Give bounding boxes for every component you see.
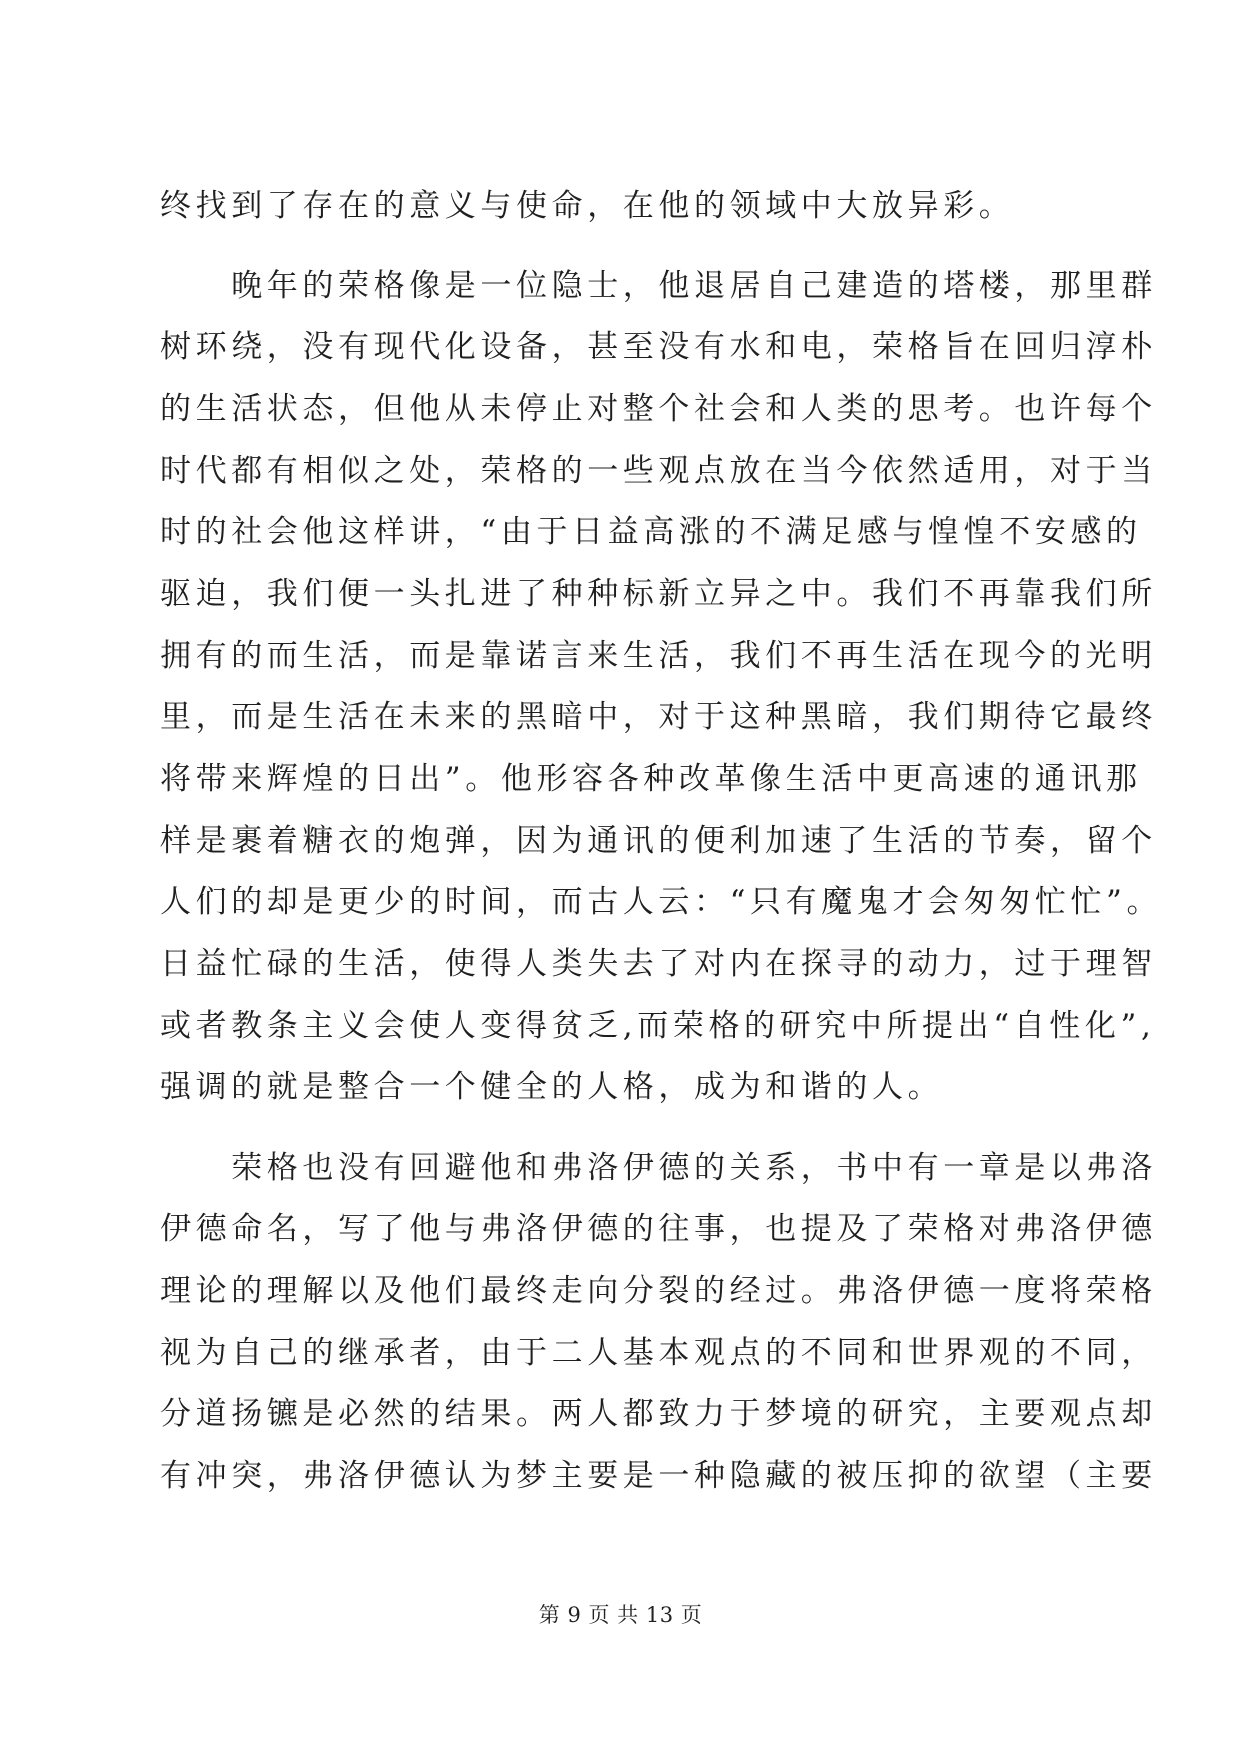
text-line: 将带来辉煌的日出”。他形容各种改革像生活中更高速的通讯那 [160,761,1142,797]
text-line: 拥有的而生活，而是靠诺言来生活，我们不再生活在现今的光明 [160,638,1157,674]
text-line: 人们的却是更少的时间，而古人云：“只有魔鬼才会匆匆忙忙”。 [160,884,1163,920]
text-line: 强调的就是整合一个健全的人格，成为和谐的人。 [160,1069,944,1105]
text-line: 伊德命名，写了他与弗洛伊德的往事，也提及了荣格对弗洛伊德 [160,1211,1157,1247]
text-line: 视为自己的继承者，由于二人基本观点的不同和世界观的不同， [160,1335,1157,1371]
text-line: 时的社会他这样讲，“由于日益高涨的不满足感与惶惶不安感的 [160,514,1142,550]
paragraph-start-line: 晚年的荣格像是一位隐士，他退居自己建造的塔楼，那里群 [160,268,1157,304]
text-line: 里，而是生活在未来的黑暗中，对于这种黑暗，我们期待它最终 [160,699,1157,735]
text-line: 树环绕，没有现代化设备，甚至没有水和电，荣格旨在回归淳朴 [160,329,1157,365]
text-line: 终找到了存在的意义与使命，在他的领域中大放异彩。 [160,188,1015,224]
text-line: 时代都有相似之处，荣格的一些观点放在当今依然适用，对于当 [160,453,1157,489]
text-line: 驱迫，我们便一头扎进了种种标新立异之中。我们不再靠我们所 [160,576,1157,612]
text-line: 理论的理解以及他们最终走向分裂的经过。弗洛伊德一度将荣格 [160,1273,1157,1309]
text-line: 或者教条主义会使人变得贫乏,而荣格的研究中所提出“自性化”, [160,1008,1156,1044]
text-line: 分道扬镳是必然的结果。两人都致力于梦境的研究，主要观点却 [160,1396,1157,1432]
text-line: 的生活状态，但他从未停止对整个社会和人类的思考。也许每个 [160,391,1157,427]
page-number-footer: 第 9 页 共 13 页 [538,1603,703,1627]
text-line: 日益忙碌的生活，使得人类失去了对内在探寻的动力，过于理智 [160,946,1157,982]
text-line: 有冲突，弗洛伊德认为梦主要是一种隐藏的被压抑的欲望（主要 [160,1458,1157,1494]
text-line: 样是裹着糖衣的炮弹，因为通讯的便利加速了生活的节奏，留个 [160,823,1157,859]
paragraph-start-line: 荣格也没有回避他和弗洛伊德的关系，书中有一章是以弗洛 [160,1150,1157,1186]
